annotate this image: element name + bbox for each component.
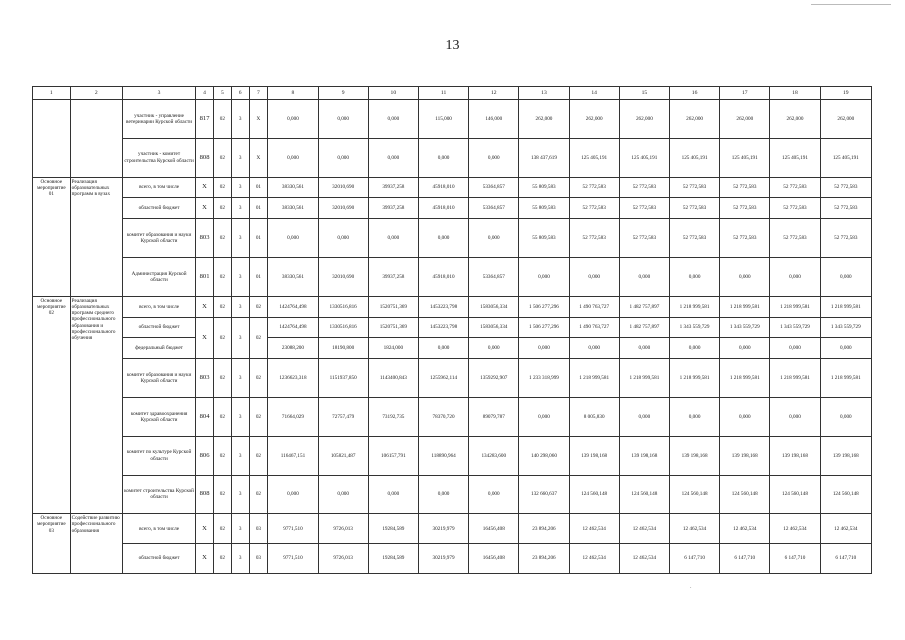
table-row [33, 397, 872, 436]
amount-cell: 118890,964 [418, 436, 468, 475]
executor-name: областной бюджет [122, 317, 195, 338]
code-grbs: Х [196, 198, 214, 219]
amount-cell: 139 198,168 [770, 436, 820, 475]
amount-cell: 52 772,583 [669, 177, 719, 198]
code-om: 02 [249, 359, 268, 398]
code-pgp: 3 [231, 177, 249, 198]
code-om: 02 [249, 317, 268, 359]
amount-cell: 0,000 [368, 100, 418, 139]
column-number: 1 [33, 87, 71, 100]
amount-cell: 38330,561 [268, 198, 318, 219]
code-pgp: 3 [231, 359, 249, 398]
amount-cell: 0,000 [820, 338, 871, 359]
code-gp: 02 [213, 219, 231, 258]
amount-cell: 1 218 999,581 [619, 359, 669, 398]
amount-cell: 78370,720 [418, 397, 468, 436]
table-row [33, 138, 872, 177]
amount-cell: 124 560,148 [770, 475, 820, 514]
table-row [33, 257, 872, 296]
amount-cell: 45918,010 [418, 198, 468, 219]
amount-cell: 139 198,168 [820, 436, 871, 475]
amount-cell: 0,000 [720, 338, 770, 359]
amount-cell: 262,000 [720, 100, 770, 139]
amount-cell: 0,000 [318, 475, 368, 514]
column-number: 3 [122, 87, 195, 100]
table-row [33, 198, 872, 219]
amount-cell: 0,000 [519, 257, 569, 296]
column-number: 14 [569, 87, 619, 100]
amount-cell: 124 560,148 [669, 475, 719, 514]
amount-cell: 32010,690 [318, 177, 368, 198]
column-number: 15 [619, 87, 669, 100]
amount-cell: 12 462,534 [669, 514, 719, 544]
code-om: 02 [249, 296, 268, 317]
code-pgp: 3 [231, 100, 249, 139]
amount-cell: 1 343 559,729 [669, 317, 719, 338]
amount-cell: 32010,690 [318, 198, 368, 219]
amount-cell: 89079,787 [469, 397, 519, 436]
amount-cell: 1424764,498 [268, 317, 318, 338]
amount-cell: 134283,600 [469, 436, 519, 475]
amount-cell: 1453223,798 [418, 296, 468, 317]
code-pgp: 3 [231, 296, 249, 317]
amount-cell: 139 198,168 [569, 436, 619, 475]
code-grbs: 803 [196, 219, 214, 258]
amount-cell: 262,000 [519, 100, 569, 139]
amount-cell: 6 147,710 [820, 544, 871, 574]
amount-cell: 106157,791 [368, 436, 418, 475]
code-grbs: Х [196, 317, 214, 359]
executor-name: участник - управление ветеринарии Курской области [122, 100, 195, 139]
table-row [33, 359, 872, 398]
amount-cell: 124 560,148 [720, 475, 770, 514]
amount-cell: 1 218 999,581 [669, 359, 719, 398]
amount-cell: 0,000 [770, 397, 820, 436]
amount-cell: 115,000 [418, 100, 468, 139]
code-om: 03 [249, 514, 268, 544]
event-description [70, 100, 122, 178]
column-number: 9 [318, 87, 368, 100]
amount-cell: 53364,857 [469, 177, 519, 198]
column-number: 12 [469, 87, 519, 100]
code-pgp: 3 [231, 198, 249, 219]
amount-cell: 1 218 999,581 [770, 359, 820, 398]
code-pgp: 3 [231, 397, 249, 436]
amount-cell: 262,000 [619, 100, 669, 139]
executor-name: комитет строительства Курской области [122, 475, 195, 514]
column-number: 7 [249, 87, 268, 100]
amount-cell: 1 218 999,581 [569, 359, 619, 398]
executor-name: комитет по культуре Курской области [122, 436, 195, 475]
code-grbs: 808 [196, 138, 214, 177]
amount-cell: 1 490 763,727 [569, 317, 619, 338]
amount-cell: 0,000 [619, 397, 669, 436]
amount-cell: 1 218 999,581 [669, 296, 719, 317]
amount-cell: 30219,979 [418, 544, 468, 574]
amount-cell: 0,000 [770, 257, 820, 296]
amount-cell: 1 506 277,296 [519, 317, 569, 338]
amount-cell: 262,000 [770, 100, 820, 139]
footnote-mark: . [690, 584, 692, 590]
column-number: 11 [418, 87, 468, 100]
column-number: 2 [70, 87, 122, 100]
amount-cell: 23 894,206 [519, 514, 569, 544]
amount-cell: 9771,510 [268, 514, 318, 544]
code-grbs: 808 [196, 475, 214, 514]
amount-cell: 1330516,816 [318, 296, 368, 317]
code-om: 01 [249, 257, 268, 296]
amount-cell: 0,000 [619, 257, 669, 296]
amount-cell: 0,000 [619, 338, 669, 359]
code-grbs: 803 [196, 359, 214, 398]
code-grbs: Х [196, 296, 214, 317]
amount-cell: 45918,010 [418, 177, 468, 198]
code-pgp: 3 [231, 257, 249, 296]
amount-cell: 116467,151 [268, 436, 318, 475]
column-number: 10 [368, 87, 418, 100]
amount-cell: 1 218 999,581 [770, 296, 820, 317]
amount-cell: 0,000 [418, 475, 468, 514]
code-grbs: Х [196, 177, 214, 198]
amount-cell: 125 405,191 [720, 138, 770, 177]
amount-cell: 52 772,583 [669, 219, 719, 258]
amount-cell: 1453223,798 [418, 317, 468, 338]
executor-name: Администрация Курской области [122, 257, 195, 296]
amount-cell: 0,000 [720, 397, 770, 436]
amount-cell: 52 772,583 [569, 198, 619, 219]
code-gp: 02 [213, 544, 231, 574]
code-om: 02 [249, 397, 268, 436]
code-grbs: Х [196, 514, 214, 544]
amount-cell: 38330,561 [268, 177, 318, 198]
executor-name: комитет образования и науки Курской области [122, 219, 195, 258]
table-row [33, 219, 872, 258]
amount-cell: 12 462,534 [569, 544, 619, 574]
amount-cell: 52 772,583 [770, 177, 820, 198]
code-pgp: 3 [231, 436, 249, 475]
column-number: 18 [770, 87, 820, 100]
amount-cell: 6 147,710 [720, 544, 770, 574]
column-number: 6 [231, 87, 249, 100]
amount-cell: 52 772,583 [770, 219, 820, 258]
event-name: Основное мероприятие 02 [33, 296, 71, 514]
amount-cell: 0,000 [720, 257, 770, 296]
amount-cell: 52 772,583 [820, 219, 871, 258]
amount-cell: 19284,589 [368, 514, 418, 544]
code-om: Х [249, 100, 268, 139]
amount-cell: 0,000 [418, 219, 468, 258]
table-row [33, 317, 872, 338]
amount-cell: 1 233 318,999 [519, 359, 569, 398]
amount-cell: 0,000 [418, 338, 468, 359]
amount-cell: 139 198,168 [619, 436, 669, 475]
executor-name: участник - комитет строительства Курской области [122, 138, 195, 177]
amount-cell: 0,000 [469, 219, 519, 258]
code-pgp: 3 [231, 138, 249, 177]
amount-cell: 0,000 [669, 338, 719, 359]
amount-cell: 1151937,850 [318, 359, 368, 398]
amount-cell: 19284,589 [368, 544, 418, 574]
table-row [33, 475, 872, 514]
event-name [33, 100, 71, 178]
amount-cell: 55 809,583 [519, 198, 569, 219]
amount-cell: 0,000 [368, 138, 418, 177]
column-number: 13 [519, 87, 569, 100]
amount-cell: 0,000 [368, 219, 418, 258]
table-row [33, 296, 872, 317]
amount-cell: 55 809,583 [519, 177, 569, 198]
amount-cell: 12 462,534 [720, 514, 770, 544]
amount-cell: 9726,013 [318, 544, 368, 574]
amount-cell: 55 809,583 [519, 219, 569, 258]
amount-cell: 53364,857 [469, 257, 519, 296]
amount-cell: 1 218 999,581 [720, 359, 770, 398]
amount-cell: 52 772,583 [569, 219, 619, 258]
column-number: 16 [669, 87, 719, 100]
event-description: Реализация образовательных программ среднего профессионального образования и профессионального обучения [70, 296, 122, 514]
column-number: 5 [213, 87, 231, 100]
amount-cell: 0,000 [318, 100, 368, 139]
amount-cell: 38330,561 [268, 257, 318, 296]
amount-cell: 52 772,583 [720, 198, 770, 219]
amount-cell: 0,000 [469, 138, 519, 177]
amount-cell: 32010,690 [318, 257, 368, 296]
amount-cell: 124 560,148 [569, 475, 619, 514]
amount-cell: 1 490 763,727 [569, 296, 619, 317]
amount-cell: 125 405,191 [770, 138, 820, 177]
amount-cell: 1 343 559,729 [820, 317, 871, 338]
amount-cell: 262,000 [820, 100, 871, 139]
amount-cell: 125 405,191 [569, 138, 619, 177]
code-om: 02 [249, 475, 268, 514]
amount-cell: 125 405,191 [669, 138, 719, 177]
amount-cell: 1424764,498 [268, 296, 318, 317]
amount-cell: 52 772,583 [820, 198, 871, 219]
code-gp: 02 [213, 436, 231, 475]
amount-cell: 12 462,534 [569, 514, 619, 544]
amount-cell: 0,000 [770, 338, 820, 359]
amount-cell: 146,000 [469, 100, 519, 139]
amount-cell: 0,000 [469, 338, 519, 359]
code-pgp: 3 [231, 317, 249, 359]
corner-rule [811, 4, 891, 5]
amount-cell: 0,000 [569, 257, 619, 296]
amount-cell: 0,000 [268, 138, 318, 177]
table-row [33, 338, 872, 359]
column-number-row [33, 87, 872, 100]
event-description: Реализация образовательных программ в вузах [70, 177, 122, 296]
amount-cell: 52 772,583 [569, 177, 619, 198]
amount-cell: 52 772,583 [619, 219, 669, 258]
amount-cell: 1583056,334 [469, 296, 519, 317]
column-number: 17 [720, 87, 770, 100]
amount-cell: 8 005,830 [569, 397, 619, 436]
amount-cell: 12 462,534 [619, 514, 669, 544]
amount-cell: 23 894,206 [519, 544, 569, 574]
amount-cell: 0,000 [669, 397, 719, 436]
code-om: Х [249, 138, 268, 177]
amount-cell: 16456,408 [469, 514, 519, 544]
amount-cell: 1 506 277,296 [519, 296, 569, 317]
amount-cell: 0,000 [519, 338, 569, 359]
page-number: 13 [445, 38, 460, 53]
amount-cell: 0,000 [418, 138, 468, 177]
code-pgp: 3 [231, 544, 249, 574]
amount-cell: 9726,013 [318, 514, 368, 544]
amount-cell: 1520751,369 [368, 317, 418, 338]
code-grbs: 801 [196, 257, 214, 296]
column-number: 8 [268, 87, 318, 100]
event-description: Содействие развитию профессионального образования [70, 514, 122, 574]
amount-cell: 0,000 [519, 397, 569, 436]
amount-cell: 262,000 [569, 100, 619, 139]
amount-cell: 140 298,060 [519, 436, 569, 475]
code-om: 01 [249, 219, 268, 258]
code-gp: 02 [213, 198, 231, 219]
amount-cell: 0,000 [820, 397, 871, 436]
amount-cell: 0,000 [368, 475, 418, 514]
amount-cell: 1 482 757,897 [619, 317, 669, 338]
amount-cell: 0,000 [669, 257, 719, 296]
code-gp: 02 [213, 100, 231, 139]
amount-cell: 39937,258 [368, 257, 418, 296]
amount-cell: 125 405,191 [619, 138, 669, 177]
amount-cell: 71664,029 [268, 397, 318, 436]
amount-cell: 1143400,843 [368, 359, 418, 398]
code-gp: 02 [213, 317, 231, 359]
amount-cell: 18190,800 [318, 338, 368, 359]
code-grbs: 817 [196, 100, 214, 139]
event-name: Основное мероприятие 01 [33, 177, 71, 296]
amount-cell: 39937,258 [368, 177, 418, 198]
executor-name: федеральный бюджет [122, 338, 195, 359]
executor-name: комитет образования и науки Курской области [122, 359, 195, 398]
amount-cell: 45918,010 [418, 257, 468, 296]
column-number: 4 [196, 87, 214, 100]
amount-cell: 1 343 559,729 [720, 317, 770, 338]
amount-cell: 1 218 999,581 [820, 296, 871, 317]
code-gp: 02 [213, 397, 231, 436]
amount-cell: 124 560,148 [820, 475, 871, 514]
code-gp: 02 [213, 475, 231, 514]
amount-cell: 105821,487 [318, 436, 368, 475]
amount-cell: 52 772,583 [669, 198, 719, 219]
amount-cell: 9771,510 [268, 544, 318, 574]
amount-cell: 1583056,334 [469, 317, 519, 338]
amount-cell: 1824,000 [368, 338, 418, 359]
executor-name: комитет здравоохранения Курской области [122, 397, 195, 436]
code-grbs: 806 [196, 436, 214, 475]
amount-cell: 23088,200 [268, 338, 318, 359]
amount-cell: 1 218 999,581 [720, 296, 770, 317]
amount-cell: 52 772,583 [770, 198, 820, 219]
amount-cell: 52 772,583 [619, 177, 669, 198]
code-om: 02 [249, 436, 268, 475]
amount-cell: 6 147,710 [669, 544, 719, 574]
code-pgp: 3 [231, 514, 249, 544]
table-row [33, 100, 872, 139]
amount-cell: 125 405,191 [820, 138, 871, 177]
amount-cell: 139 198,168 [669, 436, 719, 475]
code-gp: 02 [213, 138, 231, 177]
amount-cell: 0,000 [469, 475, 519, 514]
executor-name: всего, в том числе [122, 514, 195, 544]
code-pgp: 3 [231, 219, 249, 258]
amount-cell: 262,000 [669, 100, 719, 139]
executor-name: областной бюджет [122, 544, 195, 574]
amount-cell: 12 462,534 [619, 544, 669, 574]
amount-cell: 16456,408 [469, 544, 519, 574]
amount-cell: 1520751,369 [368, 296, 418, 317]
amount-cell: 0,000 [318, 219, 368, 258]
amount-cell: 52 772,583 [619, 198, 669, 219]
amount-cell: 0,000 [569, 338, 619, 359]
amount-cell: 0,000 [268, 100, 318, 139]
code-gp: 02 [213, 514, 231, 544]
amount-cell: 52 772,583 [720, 219, 770, 258]
amount-cell: 0,000 [318, 138, 368, 177]
amount-cell: 1330516,816 [318, 317, 368, 338]
table-row [33, 177, 872, 198]
amount-cell: 0,000 [268, 475, 318, 514]
amount-cell: 52 772,583 [820, 177, 871, 198]
amount-cell: 52 772,583 [720, 177, 770, 198]
amount-cell: 73192,735 [368, 397, 418, 436]
amount-cell: 1 482 757,897 [619, 296, 669, 317]
amount-cell: 139 198,168 [720, 436, 770, 475]
table-row [33, 436, 872, 475]
code-gp: 02 [213, 177, 231, 198]
table-row [33, 514, 872, 544]
code-pgp: 3 [231, 475, 249, 514]
amount-cell: 6 147,710 [770, 544, 820, 574]
executor-name: всего, в том числе [122, 177, 195, 198]
amount-cell: 132 660,637 [519, 475, 569, 514]
code-om: 01 [249, 177, 268, 198]
amount-cell: 39937,258 [368, 198, 418, 219]
column-number: 19 [820, 87, 871, 100]
table-row [33, 544, 872, 574]
amount-cell: 1255962,114 [418, 359, 468, 398]
amount-cell: 12 462,534 [770, 514, 820, 544]
code-grbs: Х [196, 544, 214, 574]
executor-name: всего, в том числе [122, 296, 195, 317]
amount-cell: 1236623,318 [268, 359, 318, 398]
amount-cell: 138 437,619 [519, 138, 569, 177]
code-om: 03 [249, 544, 268, 574]
budget-table [32, 86, 872, 574]
amount-cell: 30219,979 [418, 514, 468, 544]
amount-cell: 124 560,148 [619, 475, 669, 514]
code-gp: 02 [213, 359, 231, 398]
amount-cell: 1359292,907 [469, 359, 519, 398]
executor-name: областной бюджет [122, 198, 195, 219]
amount-cell: 0,000 [268, 219, 318, 258]
amount-cell: 1 343 559,729 [770, 317, 820, 338]
amount-cell: 53364,857 [469, 198, 519, 219]
code-gp: 02 [213, 296, 231, 317]
event-name: Основное мероприятие 03 [33, 514, 71, 574]
code-om: 01 [249, 198, 268, 219]
amount-cell: 1 218 999,581 [820, 359, 871, 398]
code-grbs: 804 [196, 397, 214, 436]
amount-cell: 12 462,534 [820, 514, 871, 544]
amount-cell: 72757,479 [318, 397, 368, 436]
amount-cell: 0,000 [820, 257, 871, 296]
code-gp: 02 [213, 257, 231, 296]
